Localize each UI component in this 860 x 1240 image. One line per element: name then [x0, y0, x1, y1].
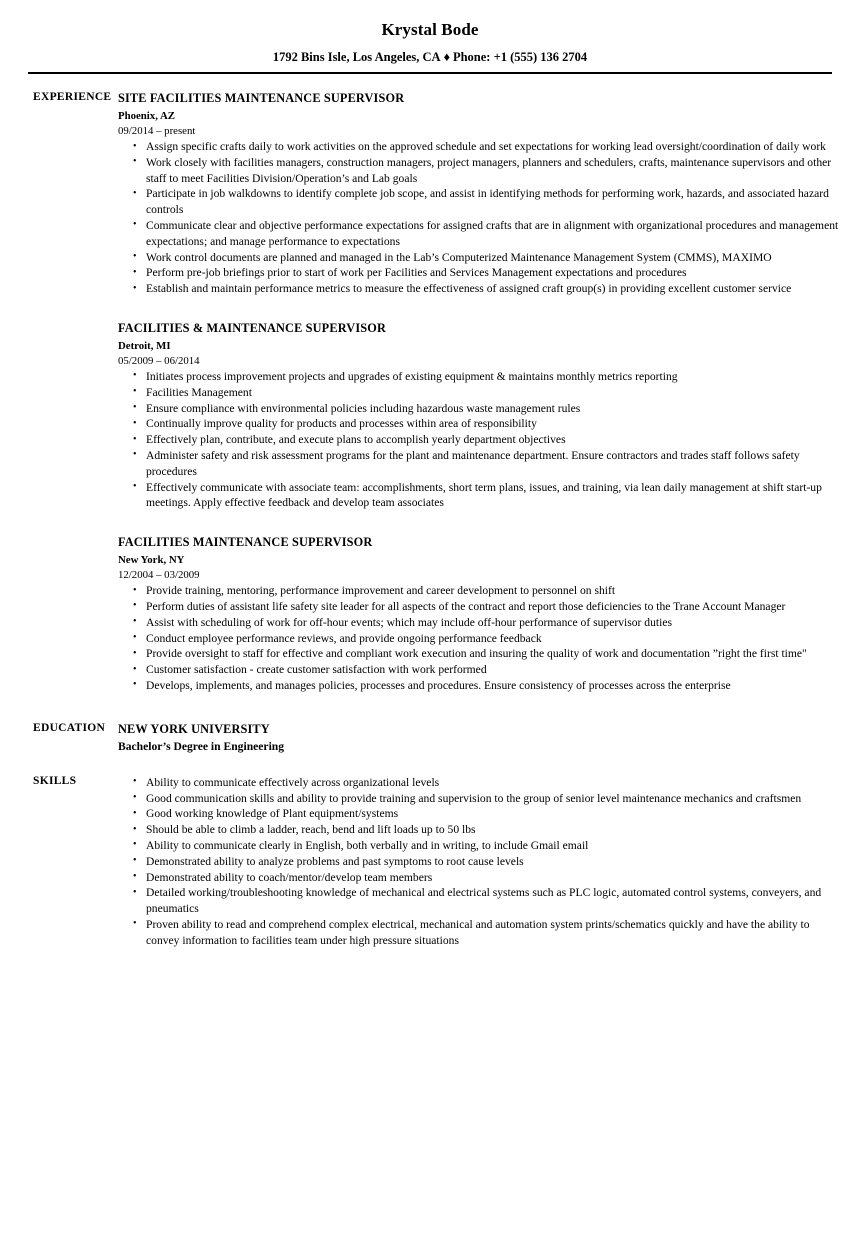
list-item: • Perform duties of assistant life safety site leader for all aspects of the contract and report those deficiencies to the Trane Account Manager: [118, 599, 840, 615]
job-dates: 09/2014 – present: [118, 125, 196, 137]
education-school: NEW YORK UNIVERSITY: [118, 721, 270, 736]
job-title: SITE FACILITIES MAINTENANCE SUPERVISOR: [118, 91, 405, 105]
list-item: • Initiates process improvement projects and upgrades of existing equipment & maintains monthly metrics reporting: [118, 369, 840, 385]
header-divider: [28, 72, 832, 74]
list-item: • Facilities Management: [118, 385, 840, 401]
list-item: • Ability to communicate effectively across organizational levels: [118, 775, 840, 791]
list-item: • Detailed working/troubleshooting knowledge of mechanical and electrical systems such as PLC logic, automated control systems, conveyers, and pneumatics: [118, 885, 840, 917]
experience-content: [118, 90, 860, 694]
list-item: • Participate in job walkdowns to identify complete job scope, and assist in identifying methods for performing work, hazards, and associated hazard controls: [118, 186, 840, 218]
education-degree: Bachelor’s Degree in Engineering: [118, 739, 285, 753]
candidate-name: Krystal Bode: [381, 20, 479, 39]
skills-list: [118, 775, 840, 949]
list-item: • Perform pre-job briefings prior to start of work per Facilities and Services Management expectations and procedures: [118, 265, 840, 281]
list-item: • Ensure compliance with environmental policies including hazardous waste management rules: [118, 401, 840, 417]
job-dates: 05/2009 – 06/2014: [118, 354, 200, 367]
contact-line: [0, 49, 860, 65]
education-section-label: EDUCATION: [33, 721, 106, 734]
list-item: • Customer satisfaction - create customer satisfaction with work performed: [118, 662, 840, 678]
skills-section: [0, 774, 860, 949]
experience-section: [0, 90, 860, 694]
list-item: • Establish and maintain performance metrics to measure the effectiveness of assigned craft group(s) in providing excellent customer service: [118, 281, 840, 297]
job-responsibility-list: [118, 583, 840, 694]
list-item: • Continually improve quality for products and processes within area of responsibility: [118, 416, 840, 432]
list-item: • Assign specific crafts daily to work activities on the approved schedule and set expectations for working lead oversight/coordination of daily work: [118, 139, 840, 155]
education-content: [118, 721, 860, 755]
list-item: • Work control documents are planned and managed in the Lab’s Computerized Maintenance Management System (CMMS), MAXIMO: [118, 250, 840, 266]
job-dates: 12/2004 – 03/2009: [118, 569, 200, 582]
job-entry: [118, 320, 840, 511]
job-title: FACILITIES MAINTENANCE SUPERVISOR: [118, 535, 373, 550]
job-location: New York, NY: [118, 554, 185, 567]
list-item: • Proven ability to read and comprehend complex electrical, mechanical and automation system prints/schematics quickly and have the ability to convey information to facilities team under high pressure situations: [118, 917, 840, 949]
candidate-address: 1792 Bins Isle, Los Angeles, CA: [272, 50, 441, 64]
list-item: • Conduct employee performance reviews, and provide ongoing performance feedback: [118, 631, 840, 647]
job-responsibility-list: [118, 139, 840, 297]
candidate-phone: Phone: +1 (555) 136 2704: [452, 50, 588, 64]
job-location: Phoenix, AZ: [118, 110, 175, 122]
resume-header: [0, 0, 860, 74]
list-item: • Provide training, mentoring, performance improvement and career development to personnel on shift: [118, 583, 840, 599]
list-item: • Demonstrated ability to coach/mentor/develop team members: [118, 870, 840, 886]
list-item: • Effectively communicate with associate team: accomplishments, short term plans, issues, and training, via lean daily management at shift start-up meetings. Apply effective feedback and develop team associates: [118, 480, 840, 512]
skills-content: [118, 774, 860, 949]
list-item: • Ability to communicate clearly in English, both verbally and in writing, to include Gmail email: [118, 838, 840, 854]
diamond-separator-icon: ♦: [443, 50, 450, 64]
experience-section-label: EXPERIENCE: [33, 91, 112, 103]
list-item: • Good working knowledge of Plant equipment/systems: [118, 806, 840, 822]
list-item: • Should be able to climb a ladder, reach, bend and lift loads up to 50 lbs: [118, 822, 840, 838]
skills-section-label: SKILLS: [33, 774, 77, 787]
list-item: • Assist with scheduling of work for off-hour events; which may include off-hour performance of supervisor duties: [118, 615, 840, 631]
education-section: [0, 721, 860, 755]
job-entry: [118, 90, 840, 297]
list-item: • Work closely with facilities managers, construction managers, project managers, planners and schedulers, crafts, maintenance supervisors and other staff to meet Facilities Division/Operation’s and Lab goals: [118, 155, 840, 187]
list-item: • Provide oversight to staff for effective and compliant work execution and insuring the quality of work and documentation ”right the first time": [118, 646, 840, 662]
list-item: • Demonstrated ability to analyze problems and past symptoms to root cause levels: [118, 854, 840, 870]
list-item: • Good communication skills and ability to provide training and supervision to the group of senior level maintenance mechanics and craftsmen: [118, 791, 840, 807]
list-item: • Develops, implements, and manages policies, processes and procedures. Ensure consistency of processes across the enterprise: [118, 678, 840, 694]
list-item: • Communicate clear and objective performance expectations for assigned crafts that are in alignment with organizational procedures and management expectations; and manage performance to expectations: [118, 218, 840, 250]
job-location: Detroit, MI: [118, 339, 171, 352]
job-responsibility-list: [118, 369, 840, 511]
job-entry: [118, 534, 840, 694]
job-title: FACILITIES & MAINTENANCE SUPERVISOR: [118, 320, 386, 335]
list-item: • Effectively plan, contribute, and execute plans to accomplish yearly department objectives: [118, 432, 840, 448]
list-item: • Administer safety and risk assessment programs for the plant and maintenance department. Ensure contractors and trades staff follows safety procedures: [118, 448, 840, 480]
